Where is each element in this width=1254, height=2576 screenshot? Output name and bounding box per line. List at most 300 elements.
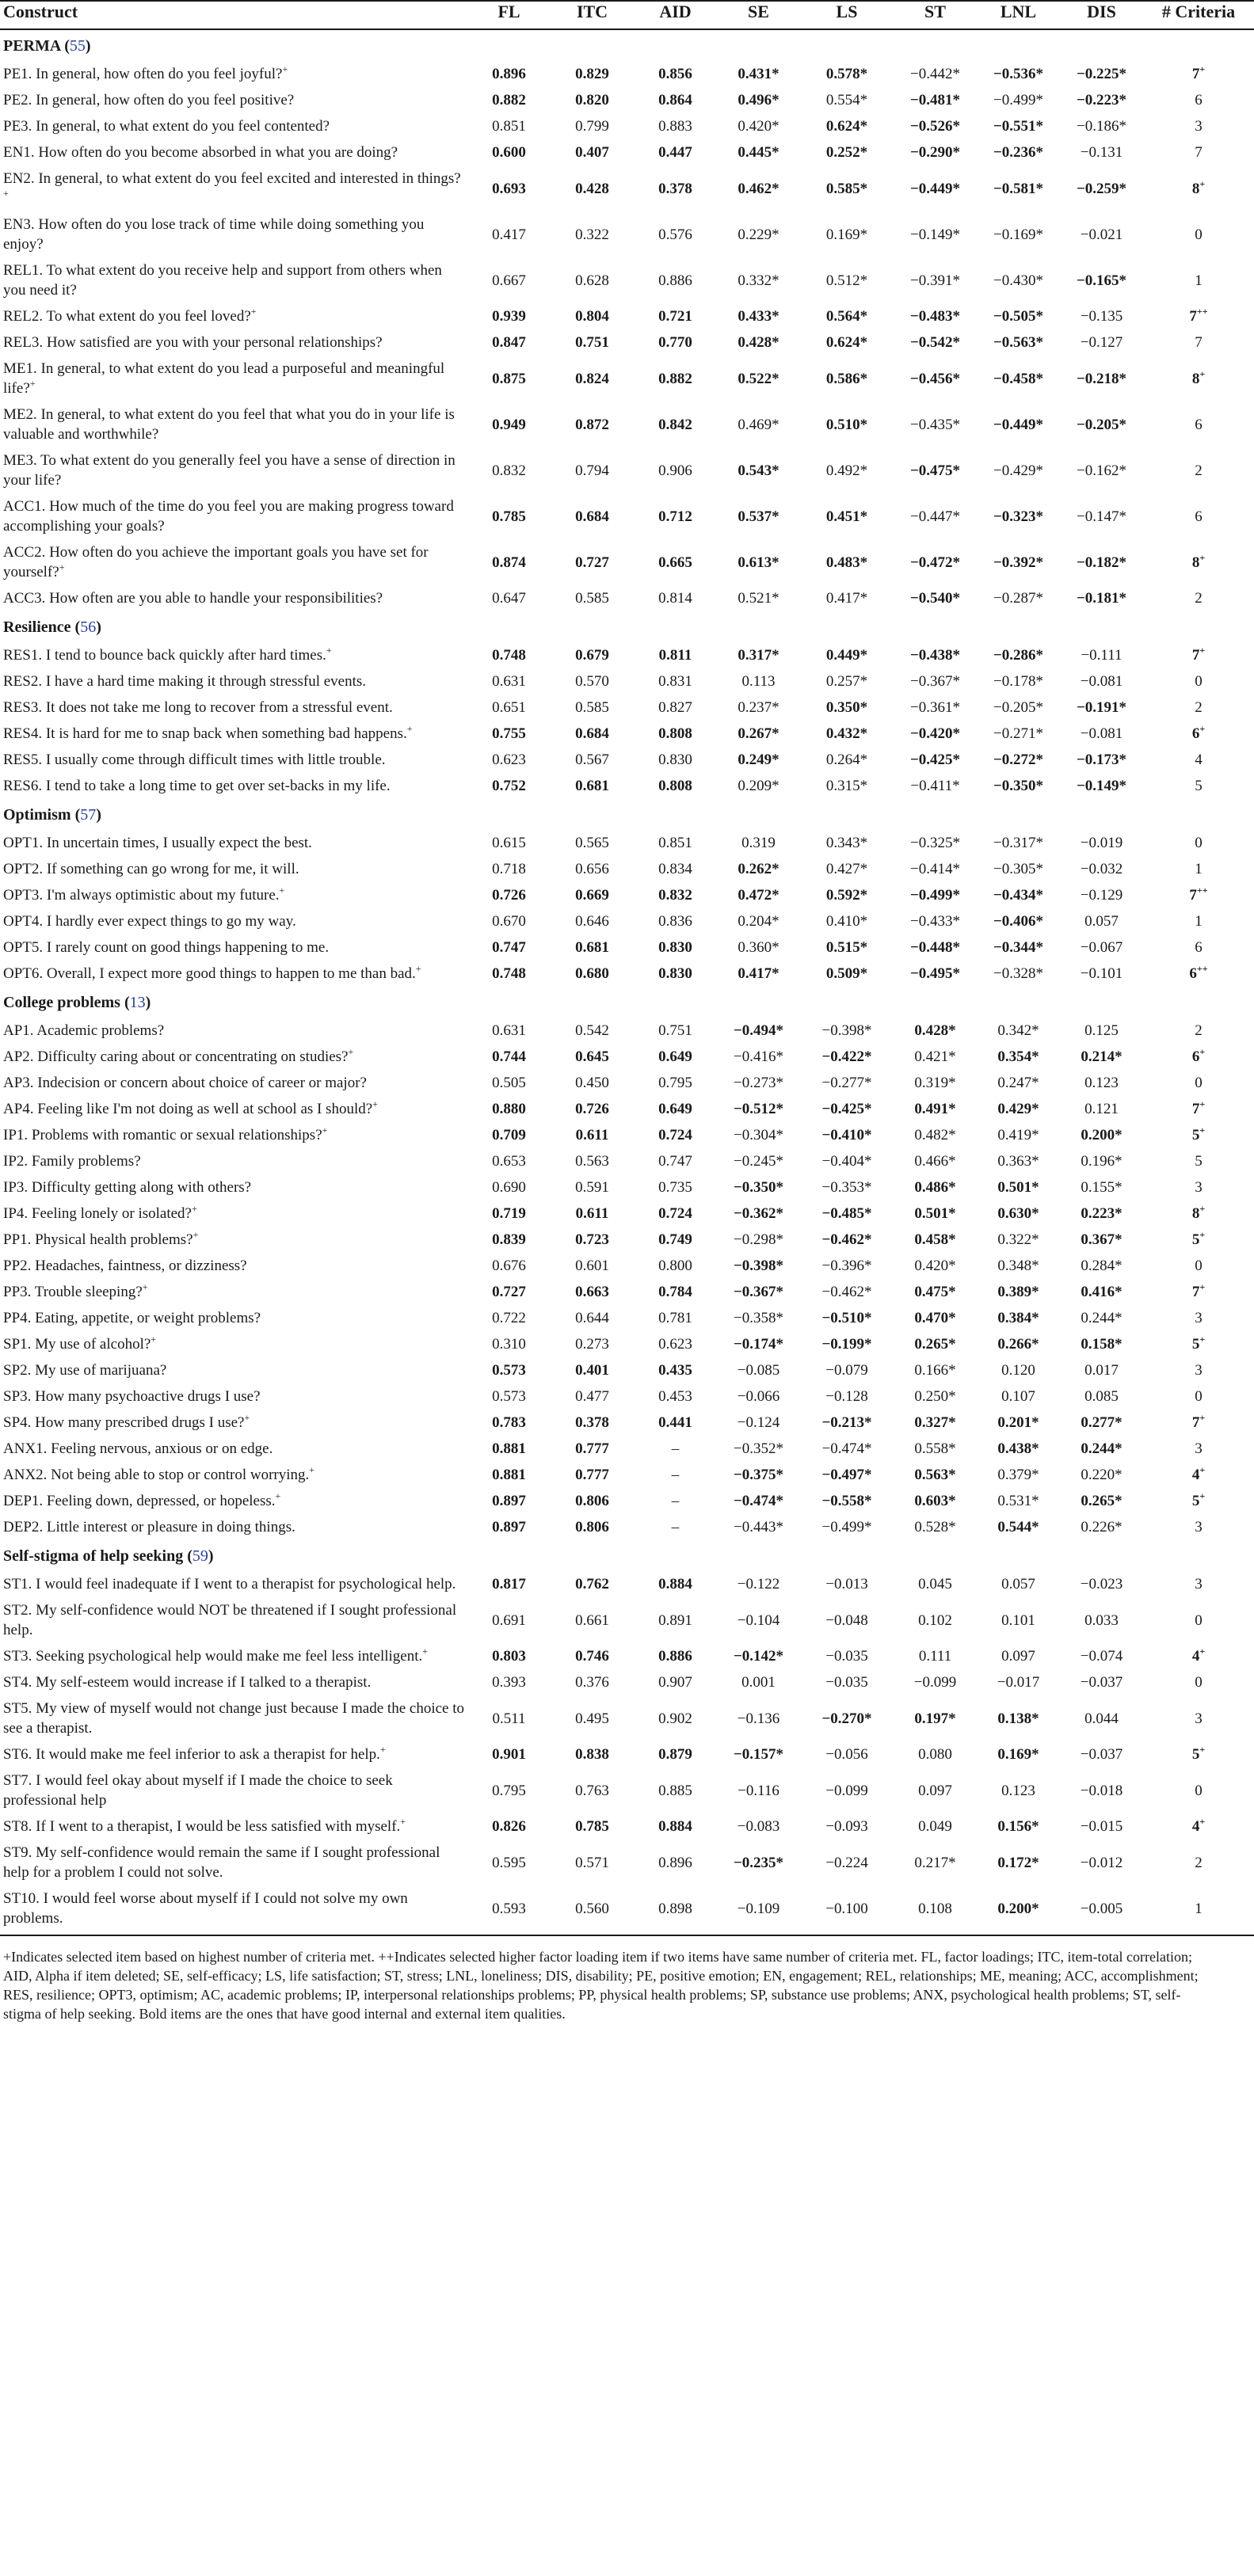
value-st: 0.458* xyxy=(914,1231,956,1248)
value-itc: 0.661 xyxy=(575,1611,609,1629)
value-fl: 0.783 xyxy=(492,1414,526,1431)
value-cell-aid xyxy=(634,1410,717,1436)
value-itc: 0.723 xyxy=(575,1231,609,1248)
value-cell-ls xyxy=(800,1253,894,1279)
value-cell-fl xyxy=(467,447,551,493)
value-st: −0.425* xyxy=(909,751,961,768)
value-se: 0.237* xyxy=(738,699,779,716)
value-itc: 0.495 xyxy=(575,1710,609,1727)
value-dis: 0.226* xyxy=(1081,1519,1123,1535)
value-cell-st xyxy=(894,585,977,611)
item-text-cell xyxy=(0,1695,467,1741)
section-citation-link[interactable]: 13 xyxy=(129,994,146,1011)
item-text: OPT5. I rarely count on good things happening to me. xyxy=(3,939,330,956)
value-aid: 0.827 xyxy=(658,699,692,716)
value-cell-dis xyxy=(1060,539,1143,585)
value-itc: 0.401 xyxy=(575,1362,609,1379)
value-lnl: 0.429* xyxy=(997,1101,1039,1117)
table-row xyxy=(0,303,1254,329)
value-cell-criteria xyxy=(1143,1279,1254,1305)
value-dis: 0.123 xyxy=(1084,1075,1119,1091)
value-cell-fl xyxy=(467,1643,551,1669)
value-cell-dis xyxy=(1060,1200,1143,1227)
value-cell-dis xyxy=(1060,303,1143,329)
item-text: SP4. How many prescribed drugs I use? xyxy=(3,1414,245,1431)
value-cell-st xyxy=(894,694,977,721)
selected-item-marker: + xyxy=(400,1816,406,1827)
value-cell-ls xyxy=(800,1695,894,1741)
value-cell-criteria xyxy=(1143,1070,1254,1096)
value-se: 0.613* xyxy=(738,554,779,571)
value-cell-st xyxy=(894,1305,977,1331)
value-cell-dis xyxy=(1060,773,1143,799)
value-cell-st xyxy=(894,1018,977,1044)
value-cell-lnl xyxy=(977,1070,1060,1096)
header-se: SE xyxy=(717,1,800,29)
item-text: PP4. Eating, appetite, or weight problems? xyxy=(3,1310,261,1326)
value-cell-st xyxy=(894,1227,977,1253)
value-ls: −0.056 xyxy=(825,1746,868,1763)
value-cell-ls xyxy=(800,1597,894,1643)
item-text-cell xyxy=(0,61,467,87)
value-cell-fl xyxy=(467,1253,551,1279)
value-ls: 0.410* xyxy=(825,913,868,930)
value-cell-lnl xyxy=(977,830,1060,856)
value-cell-lnl xyxy=(977,211,1060,257)
item-text-cell xyxy=(0,401,467,447)
table-body xyxy=(0,29,1254,1935)
value-ls: −0.224 xyxy=(825,1854,868,1871)
item-text-cell xyxy=(0,694,467,721)
value-cell-lnl xyxy=(977,493,1060,539)
value-cell-st xyxy=(894,211,977,257)
value-aid: 0.441 xyxy=(658,1414,692,1431)
value-criteria: 6 xyxy=(1195,416,1203,433)
value-cell-st xyxy=(894,61,977,87)
value-cell-se xyxy=(717,1331,800,1357)
value-st: −0.483* xyxy=(909,308,961,325)
item-text-cell xyxy=(0,961,467,987)
criteria-marker: + xyxy=(1199,1464,1206,1475)
value-lnl: −0.350* xyxy=(993,778,1044,794)
value-se: −0.235* xyxy=(733,1854,784,1871)
value-cell-itc xyxy=(551,1200,634,1227)
section-citation-link[interactable]: 57 xyxy=(80,806,97,824)
value-cell-dis xyxy=(1060,1885,1143,1935)
item-text-cell xyxy=(0,139,467,166)
value-cell-itc xyxy=(551,1096,634,1122)
selected-item-marker: + xyxy=(415,963,421,974)
value-cell-fl xyxy=(467,1514,551,1540)
value-cell-dis xyxy=(1060,668,1143,694)
item-text: ST2. My self-confidence would NOT be threatened if I sought professional help. xyxy=(3,1602,457,1638)
value-cell-fl xyxy=(467,1148,551,1174)
value-fl: 0.505 xyxy=(492,1075,526,1091)
value-cell-se xyxy=(717,257,800,303)
value-cell-ls xyxy=(800,1227,894,1253)
value-itc: 0.777 xyxy=(575,1440,609,1457)
value-cell-lnl xyxy=(977,585,1060,611)
item-text-cell xyxy=(0,1643,467,1669)
value-criteria: 3 xyxy=(1195,1710,1203,1727)
value-se: 0.267* xyxy=(738,725,779,742)
value-criteria: 6 xyxy=(1191,725,1200,742)
value-cell-ls xyxy=(800,1885,894,1935)
value-criteria: 0 xyxy=(1195,1075,1203,1091)
value-aid: 0.906 xyxy=(658,462,692,479)
value-cell-st xyxy=(894,1070,977,1096)
value-cell-lnl xyxy=(977,1357,1060,1383)
criteria-marker: + xyxy=(1199,645,1206,656)
value-lnl: 0.123 xyxy=(1001,1782,1035,1799)
value-cell-aid xyxy=(634,1200,717,1227)
value-fl: 0.709 xyxy=(492,1127,526,1143)
value-itc: 0.591 xyxy=(575,1179,609,1196)
value-fl: 0.670 xyxy=(492,913,526,930)
value-cell-st xyxy=(894,830,977,856)
value-cell-se xyxy=(717,139,800,166)
value-cell-aid xyxy=(634,1840,717,1885)
section-header-row xyxy=(0,987,1254,1018)
value-cell-aid xyxy=(634,721,717,747)
value-criteria: 3 xyxy=(1195,1519,1203,1535)
value-cell-dis xyxy=(1060,211,1143,257)
value-se: −0.273* xyxy=(734,1075,783,1091)
table-row xyxy=(0,908,1254,934)
value-st: 0.563* xyxy=(914,1467,956,1483)
table-row xyxy=(0,961,1254,987)
selected-item-marker: + xyxy=(250,306,257,317)
value-fl: 0.726 xyxy=(492,887,526,904)
value-cell-st xyxy=(894,1597,977,1643)
value-criteria: 2 xyxy=(1195,1022,1203,1039)
value-lnl: 0.266* xyxy=(997,1336,1039,1353)
table-row xyxy=(0,1514,1254,1540)
value-lnl: 0.101 xyxy=(1001,1611,1035,1629)
value-aid: 0.885 xyxy=(658,1782,692,1799)
value-itc: 0.762 xyxy=(575,1576,609,1592)
section-citation-link[interactable]: 55 xyxy=(69,37,86,55)
value-cell-lnl xyxy=(977,1767,1060,1813)
item-text-cell xyxy=(0,1462,467,1488)
criteria-marker: + xyxy=(1199,1046,1206,1057)
value-cell-dis xyxy=(1060,1279,1143,1305)
value-cell-st xyxy=(894,1044,977,1070)
value-cell-ls xyxy=(800,585,894,611)
item-text-cell xyxy=(0,166,467,211)
value-cell-st xyxy=(894,1741,977,1767)
value-se: 0.537* xyxy=(738,508,779,525)
value-cell-criteria xyxy=(1143,1410,1254,1436)
value-fl: 0.826 xyxy=(492,1818,526,1835)
value-st: −0.442* xyxy=(910,66,960,82)
value-aid: 0.724 xyxy=(658,1205,692,1222)
value-lnl: 0.138* xyxy=(997,1710,1039,1727)
value-cell-st xyxy=(894,113,977,139)
value-cell-itc xyxy=(551,257,634,303)
value-fl: 0.832 xyxy=(492,462,526,479)
value-cell-dis xyxy=(1060,1122,1143,1148)
table-row xyxy=(0,1643,1254,1669)
value-cell-lnl xyxy=(977,1436,1060,1462)
item-text-cell xyxy=(0,1410,467,1436)
value-cell-st xyxy=(894,401,977,447)
value-cell-se xyxy=(717,1643,800,1669)
value-lnl: −0.178* xyxy=(993,673,1043,690)
value-aid: 0.453 xyxy=(658,1388,692,1405)
value-ls: 0.564* xyxy=(825,308,868,325)
value-se: 0.417* xyxy=(738,965,779,982)
section-title-cell: Resilience (56) xyxy=(3,618,101,636)
value-cell-ls xyxy=(800,1096,894,1122)
value-dis: 0.057 xyxy=(1084,913,1119,930)
value-cell-se xyxy=(717,1200,800,1227)
value-cell-lnl xyxy=(977,87,1060,113)
value-st: −0.499* xyxy=(909,887,961,904)
value-aid: 0.712 xyxy=(658,508,692,525)
value-aid: 0.879 xyxy=(658,1746,692,1763)
value-st: −0.411* xyxy=(910,778,960,794)
value-aid: 0.435 xyxy=(658,1362,692,1379)
item-text: PE3. In general, to what extent do you feel contented? xyxy=(3,118,330,135)
item-text-cell xyxy=(0,1597,467,1643)
value-itc: 0.542 xyxy=(575,1022,609,1039)
value-cell-itc xyxy=(551,87,634,113)
value-dis: 0.416* xyxy=(1081,1284,1123,1300)
value-cell-ls xyxy=(800,1643,894,1669)
value-cell-st xyxy=(894,166,977,211)
value-criteria: 0 xyxy=(1195,226,1203,243)
value-cell-itc xyxy=(551,934,634,961)
section-title-cell: Self-stigma of help seeking (59) xyxy=(3,1547,214,1565)
value-cell-st xyxy=(894,87,977,113)
value-cell-ls xyxy=(800,856,894,882)
item-text-cell xyxy=(0,1514,467,1540)
value-cell-fl xyxy=(467,1669,551,1695)
value-lnl: 0.107 xyxy=(1001,1388,1035,1405)
item-text: AP1. Academic problems? xyxy=(3,1022,165,1039)
item-text-cell xyxy=(0,1096,467,1122)
value-ls: 0.515* xyxy=(825,939,868,956)
value-cell-itc xyxy=(551,585,634,611)
value-lnl: −0.551* xyxy=(993,118,1044,135)
selected-item-marker: + xyxy=(422,1646,429,1657)
value-lnl: −0.434* xyxy=(993,887,1044,904)
item-text: ST6. It would make me feel inferior to ask a therapist for help. xyxy=(3,1746,380,1763)
value-cell-criteria xyxy=(1143,773,1254,799)
item-text-cell xyxy=(0,1200,467,1227)
value-cell-lnl xyxy=(977,401,1060,447)
item-text-cell xyxy=(0,1885,467,1935)
value-cell-criteria xyxy=(1143,356,1254,401)
value-ls: 0.624* xyxy=(825,334,868,351)
value-aid: 0.665 xyxy=(658,554,692,571)
value-cell-lnl xyxy=(977,961,1060,987)
value-cell-ls xyxy=(800,668,894,694)
value-fl: 0.691 xyxy=(492,1611,526,1629)
criteria-marker: + xyxy=(1199,1098,1206,1109)
value-se: 0.209* xyxy=(738,778,779,794)
table-row xyxy=(0,1070,1254,1096)
table-row xyxy=(0,166,1254,211)
value-cell-dis xyxy=(1060,856,1143,882)
value-cell-aid xyxy=(634,1253,717,1279)
item-text: RES5. I usually come through difficult times with little trouble. xyxy=(3,751,386,768)
table-row xyxy=(0,585,1254,611)
value-lnl: −0.236* xyxy=(993,144,1044,161)
value-criteria: 0 xyxy=(1195,1388,1203,1405)
value-cell-fl xyxy=(467,257,551,303)
value-lnl: 0.120 xyxy=(1001,1362,1035,1379)
value-cell-lnl xyxy=(977,1174,1060,1200)
item-text-cell xyxy=(0,882,467,908)
section-citation-link[interactable]: 56 xyxy=(80,618,97,636)
value-itc: 0.477 xyxy=(575,1388,609,1405)
value-st: 0.327* xyxy=(914,1414,956,1431)
section-title: Optimism xyxy=(3,806,71,824)
value-cell-se xyxy=(717,1741,800,1767)
value-cell-lnl xyxy=(977,668,1060,694)
value-cell-ls xyxy=(800,401,894,447)
table-row xyxy=(0,87,1254,113)
value-cell-lnl xyxy=(977,856,1060,882)
value-cell-dis xyxy=(1060,1383,1143,1410)
value-dis: −0.037 xyxy=(1080,1674,1123,1691)
value-fl: 0.881 xyxy=(492,1467,526,1483)
selected-item-marker: + xyxy=(3,188,9,199)
value-dis: −0.182* xyxy=(1076,554,1127,571)
value-st: −0.449* xyxy=(909,180,961,197)
value-cell-aid xyxy=(634,211,717,257)
value-aid: 0.751 xyxy=(658,1022,692,1039)
value-cell-se xyxy=(717,1885,800,1935)
value-ls: 0.592* xyxy=(825,887,868,904)
value-st: −0.433* xyxy=(910,913,960,930)
value-lnl: −0.287* xyxy=(993,590,1043,607)
selected-item-marker: + xyxy=(326,645,332,656)
value-cell-fl xyxy=(467,934,551,961)
value-ls: −0.558* xyxy=(821,1493,872,1509)
value-cell-se xyxy=(717,1227,800,1253)
section-title: PERMA xyxy=(3,37,61,55)
value-cell-fl xyxy=(467,1122,551,1148)
value-se: 0.433* xyxy=(738,308,779,325)
value-lnl: 0.363* xyxy=(997,1153,1039,1170)
value-cell-criteria xyxy=(1143,668,1254,694)
value-cell-ls xyxy=(800,1813,894,1840)
value-aid: 0.891 xyxy=(658,1611,692,1629)
value-criteria: 7 xyxy=(1191,647,1200,664)
value-cell-itc xyxy=(551,856,634,882)
value-cell-fl xyxy=(467,329,551,356)
value-st: −0.447* xyxy=(910,508,960,525)
value-cell-itc xyxy=(551,1305,634,1331)
value-cell-st xyxy=(894,1885,977,1935)
value-fl: 0.874 xyxy=(492,554,526,571)
value-st: 0.558* xyxy=(914,1440,956,1457)
value-cell-criteria xyxy=(1143,1488,1254,1514)
value-criteria: 3 xyxy=(1195,118,1203,135)
value-st: 0.470* xyxy=(914,1310,956,1326)
value-cell-aid xyxy=(634,1227,717,1253)
value-se: −0.066 xyxy=(737,1388,780,1405)
value-cell-fl xyxy=(467,721,551,747)
value-itc: 0.601 xyxy=(575,1258,609,1274)
item-text-cell xyxy=(0,1331,467,1357)
value-cell-criteria xyxy=(1143,139,1254,166)
value-dis: −0.005 xyxy=(1080,1900,1123,1917)
value-cell-itc xyxy=(551,1122,634,1148)
item-text-cell xyxy=(0,1305,467,1331)
value-dis: −0.191* xyxy=(1076,699,1127,716)
item-text-cell xyxy=(0,1122,467,1148)
value-cell-se xyxy=(717,908,800,934)
value-criteria: 2 xyxy=(1195,590,1203,607)
value-criteria: 3 xyxy=(1195,1576,1203,1592)
value-ls: −0.462* xyxy=(821,1284,872,1300)
value-cell-st xyxy=(894,1174,977,1200)
value-aid: 0.814 xyxy=(658,590,692,607)
value-cell-itc xyxy=(551,211,634,257)
value-dis: 0.158* xyxy=(1081,1336,1123,1353)
value-cell-st xyxy=(894,1813,977,1840)
value-cell-itc xyxy=(551,721,634,747)
header-criteria: # Criteria xyxy=(1143,1,1254,29)
value-cell-lnl xyxy=(977,642,1060,668)
value-itc: 0.567 xyxy=(575,751,609,768)
value-cell-itc xyxy=(551,1885,634,1935)
value-cell-lnl xyxy=(977,356,1060,401)
value-cell-fl xyxy=(467,1174,551,1200)
value-cell-ls xyxy=(800,257,894,303)
value-cell-lnl xyxy=(977,1695,1060,1741)
section-citation-link[interactable]: 59 xyxy=(192,1547,208,1565)
value-cell-st xyxy=(894,356,977,401)
value-cell-se xyxy=(717,668,800,694)
value-criteria: 2 xyxy=(1195,1854,1203,1871)
value-se: −0.398* xyxy=(733,1258,784,1274)
value-cell-lnl xyxy=(977,1669,1060,1695)
table-row xyxy=(0,1279,1254,1305)
value-lnl: 0.342* xyxy=(997,1022,1039,1039)
value-cell-se xyxy=(717,447,800,493)
item-text: ST7. I would feel okay about myself if I made the choice to seek professional help xyxy=(3,1772,393,1809)
value-cell-st xyxy=(894,1279,977,1305)
value-dis: 0.044 xyxy=(1084,1710,1119,1727)
value-cell-lnl xyxy=(977,747,1060,773)
value-dis: −0.259* xyxy=(1076,180,1127,197)
value-se: 0.428* xyxy=(738,334,779,351)
value-criteria: 3 xyxy=(1195,1440,1203,1457)
value-cell-dis xyxy=(1060,1148,1143,1174)
value-dis: −0.186* xyxy=(1077,118,1126,135)
value-cell-itc xyxy=(551,1840,634,1885)
value-fl: 0.573 xyxy=(492,1362,526,1379)
item-text-cell xyxy=(0,356,467,401)
value-cell-fl xyxy=(467,830,551,856)
value-cell-se xyxy=(717,1767,800,1813)
value-cell-lnl xyxy=(977,1122,1060,1148)
value-cell-lnl xyxy=(977,934,1060,961)
criteria-marker: + xyxy=(1199,1646,1206,1657)
value-criteria: 2 xyxy=(1195,462,1203,479)
value-cell-criteria xyxy=(1143,1462,1254,1488)
value-itc: 0.407 xyxy=(575,144,609,161)
value-criteria: 4 xyxy=(1191,1648,1200,1665)
value-cell-st xyxy=(894,1643,977,1669)
value-cell-lnl xyxy=(977,1096,1060,1122)
value-st: −0.099 xyxy=(913,1674,957,1691)
